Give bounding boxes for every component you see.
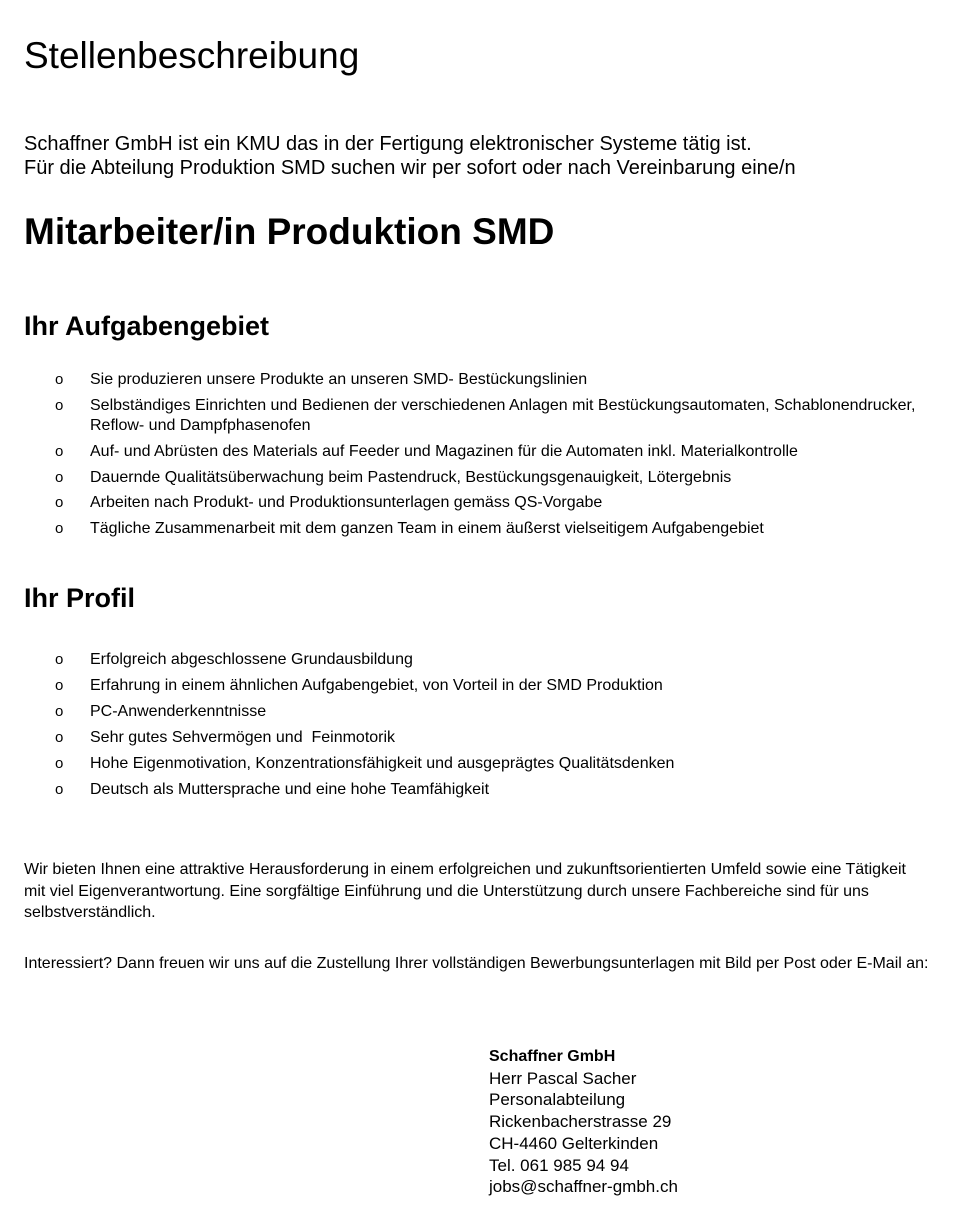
list-item: [55, 519, 935, 540]
list-item-text: Auf- und Abrüsten des Materials auf Feeder und Magazinen für die Automaten inkl. Materialkontrolle: [90, 442, 798, 460]
bullet-icon: o: [55, 519, 64, 537]
list-item: [55, 780, 935, 801]
offer-paragraph: Wir bieten Ihnen eine attraktive Herausforderung in einem erfolgreichen und zukunftsorientierten Umfeld sowie eine Tätigkeit mit viel Eigenverantwortung. Eine sorgfältige Einführung und die Unterstützung durch unsere Fachbereiche sind für uns selbstverständlich.: [24, 861, 906, 921]
list-item-text: Hohe Eigenmotivation, Konzentrationsfähigkeit und ausgeprägtes Qualitätsdenken: [90, 755, 675, 772]
list-item-text: Sie produzieren unsere Produkte an unseren SMD- Bestückungslinien: [90, 371, 588, 388]
bullet-icon: o: [55, 371, 64, 388]
list-item-text: Tägliche Zusammenarbeit mit dem ganzen Team in einem äußerst vielseitigem Aufgabengebiet: [90, 519, 764, 537]
contact-email: jobs@schaffner-gmbh.ch: [489, 1177, 678, 1197]
list-item-text: Dauernde Qualitätsüberwachung beim Pastendruck, Bestückungsgenauigkeit, Lötergebnis: [90, 468, 732, 486]
list-item: [55, 754, 935, 775]
bullet-icon: o: [55, 755, 64, 772]
intro-text: [24, 132, 796, 180]
document-title: Stellenbeschreibung: [24, 35, 360, 76]
profile-heading: Ihr Profil: [24, 583, 136, 613]
bullet-icon: o: [55, 729, 64, 746]
intro-line: Schaffner GmbH ist ein KMU das in der Fertigung elektronischer Systeme tätig ist.: [24, 133, 752, 155]
list-item: [55, 370, 935, 391]
list-item: [55, 468, 935, 489]
list-item: [55, 728, 935, 749]
job-title: Mitarbeiter/in Produktion SMD: [24, 211, 555, 252]
list-item-text: Selbständiges Einrichten und Bedienen der verschiedenen Anlagen mit Bestückungsautomaten, Schablonendrucker, Reflow- und Dampfphasenofen: [90, 396, 916, 435]
list-item: [55, 702, 935, 723]
contact-city: CH-4460 Gelterkinden: [489, 1133, 659, 1153]
contact-phone: Tel. 061 985 94 94: [489, 1155, 629, 1175]
list-item: [55, 396, 935, 437]
list-item: [55, 676, 935, 697]
contact-person: Herr Pascal Sacher: [489, 1068, 637, 1088]
contact-company: Schaffner GmbH: [489, 1048, 616, 1065]
list-item-text: Erfolgreich abgeschlossene Grundausbildung: [90, 651, 413, 668]
profile-list: [55, 650, 935, 806]
list-item: [55, 493, 935, 514]
tasks-heading: Ihr Aufgabengebiet: [24, 311, 270, 341]
list-item-text: Deutsch als Muttersprache und eine hohe Teamfähigkeit: [90, 781, 490, 798]
apply-paragraph: Interessiert? Dann freuen wir uns auf die Zustellung Ihrer vollständigen Bewerbungsunterlagen mit Bild per Post oder E-Mail an:: [24, 955, 929, 972]
contact-department: Personalabteilung: [489, 1090, 626, 1110]
list-item-text: PC-Anwenderkenntnisse: [90, 703, 267, 720]
bullet-icon: o: [55, 468, 64, 486]
bullet-icon: o: [55, 677, 64, 694]
list-item-text: Erfahrung in einem ähnlichen Aufgabengebiet, von Vorteil in der SMD Produktion: [90, 677, 663, 694]
contact-address: [489, 1046, 678, 1198]
list-item-text: Arbeiten nach Produkt- und Produktionsunterlagen gemäss QS-Vorgabe: [90, 494, 603, 512]
bullet-icon: o: [55, 703, 64, 720]
list-item: [55, 442, 935, 463]
bullet-icon: o: [55, 396, 64, 414]
bullet-icon: o: [55, 442, 64, 460]
list-item: [55, 650, 935, 671]
bullet-icon: o: [55, 781, 64, 798]
bullet-icon: o: [55, 494, 64, 512]
list-item-text: Sehr gutes Sehvermögen und Feinmotorik: [90, 729, 396, 746]
bullet-icon: o: [55, 651, 64, 668]
contact-street: Rickenbacherstrasse 29: [489, 1112, 672, 1132]
tasks-list: [55, 370, 935, 545]
intro-line: Für die Abteilung Produktion SMD suchen wir per sofort oder nach Vereinbarung eine/n: [24, 157, 796, 179]
